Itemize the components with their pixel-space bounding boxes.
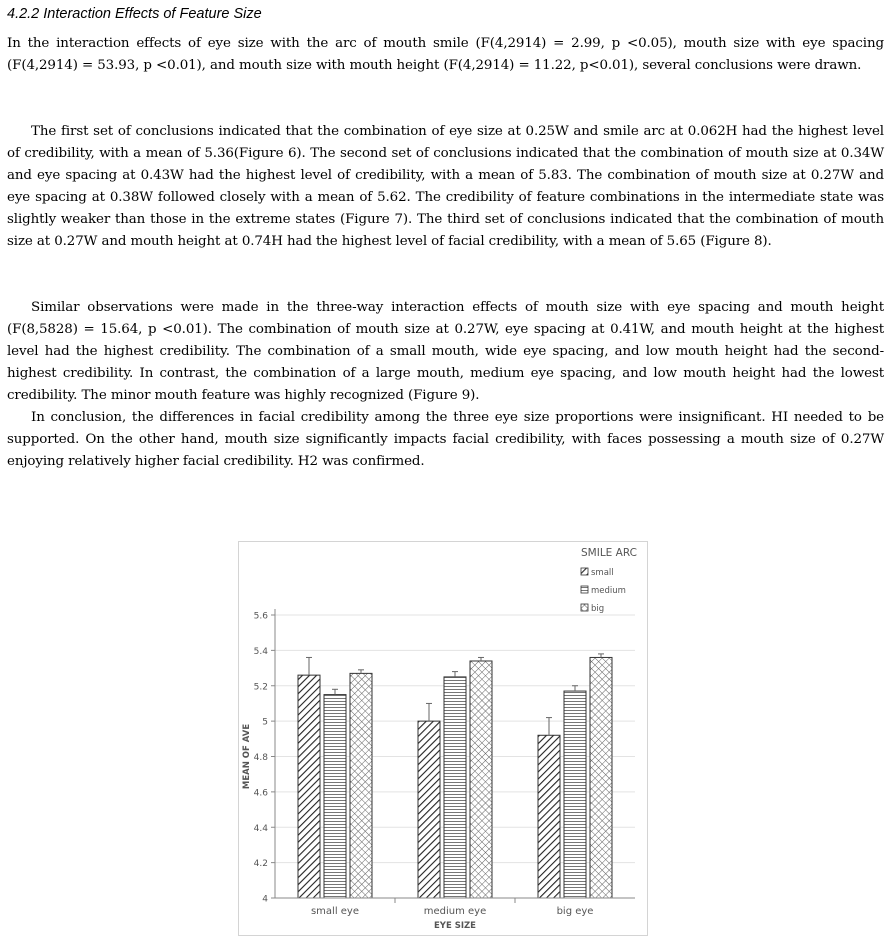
bar-chart-figure bbox=[238, 541, 648, 936]
x-tick-label: medium eye bbox=[423, 906, 487, 917]
bar-big-0 bbox=[350, 673, 372, 898]
y-tick-label: 4.6 bbox=[253, 788, 268, 799]
y-tick-label: 5.6 bbox=[253, 611, 268, 622]
x-tick-label: big eye bbox=[556, 906, 594, 917]
y-tick-label: 4.8 bbox=[253, 753, 268, 763]
bar-medium-1 bbox=[444, 677, 466, 898]
y-tick-label: 5 bbox=[262, 717, 268, 728]
bar-chart-svg bbox=[238, 541, 648, 936]
y-axis-title: MEAN OF AVE bbox=[242, 723, 252, 790]
bar-medium-2 bbox=[564, 691, 586, 898]
bar-small-1 bbox=[418, 721, 440, 898]
legend-label-medium: medium bbox=[591, 586, 626, 596]
paragraph-3: Similar observations were made in the three-way interaction effects of mouth size with eye spacing and mouth height (F(8,5828) = 15.64, p <0.01). The combination of mouth size at 0.27W, eye spacing at 0.41W, and mouth height at the highest level had the highest credibility. The combination of a small mouth, wide eye spacing, and low mouth height had the second-highest credibility. In contrast, the combination of a large mouth, medium eye spacing, and low mouth height had the lowest credibility. The minor mouth feature was highly recognized (Figure 9). bbox=[7, 300, 884, 403]
legend-title: SMILE ARC bbox=[581, 547, 637, 559]
y-tick-label: 5.2 bbox=[253, 682, 268, 693]
y-tick-label: 5.4 bbox=[253, 646, 268, 657]
x-tick-label: small eye bbox=[310, 906, 360, 917]
legend-swatch-small bbox=[581, 568, 588, 575]
bar-small-0 bbox=[298, 675, 320, 898]
paragraph-4: In conclusion, the differences in facial credibility among the three eye size proportions were insignificant. HI needed to be supported. On the other hand, mouth size significantly impacts facial credibility, with faces possessing a mouth size of 0.27W enjoying relatively higher facial credibility. H2 was confirmed. bbox=[7, 410, 884, 469]
paragraph-1: In the interaction effects of eye size with the arc of mouth smile (F(4,2914) = 2.99, p <0.05), mouth size with eye spacing (F(4,2914) = 53.93, p <0.01), and mouth size with mouth height (F(4,2914) = 11.22, p<0.01), several conclusions were drawn. bbox=[7, 36, 884, 73]
y-tick-label: 4 bbox=[262, 894, 268, 905]
bar-big-2 bbox=[590, 657, 612, 898]
y-tick-label: 4.2 bbox=[253, 859, 268, 870]
legend-label-small: small bbox=[591, 568, 614, 578]
legend-label-big: big bbox=[591, 604, 605, 614]
legend-swatch-big bbox=[581, 604, 588, 611]
x-axis-title: EYE SIZE bbox=[434, 921, 476, 931]
section-heading: 4.2.2 Interaction Effects of Feature Size bbox=[7, 6, 262, 22]
y-tick-label: 4.4 bbox=[253, 823, 268, 834]
bar-big-1 bbox=[470, 661, 492, 898]
bar-medium-0 bbox=[324, 695, 346, 898]
legend-swatch-medium bbox=[581, 586, 588, 593]
paragraph-2: The first set of conclusions indicated that the combination of eye size at 0.25W and smile arc at 0.062H had the highest level of credibility, with a mean of 5.36(Figure 6). The second set of conclusions indicated that the combination of mouth size at 0.34W and eye spacing at 0.43W had the highest level of credibility, with a mean of 5.83. The combination of mouth size at 0.27W and eye spacing at 0.38W followed closely with a mean of 5.62. The credibility of feature combinations in the intermediate state was slightly weaker than those in the extreme states (Figure 7). The third set of conclusions indicated that the combination of mouth size at 0.27W and mouth height at 0.74H had the highest level of facial credibility, with a mean of 5.65 (Figure 8). bbox=[7, 124, 884, 249]
bar-small-2 bbox=[538, 735, 560, 898]
